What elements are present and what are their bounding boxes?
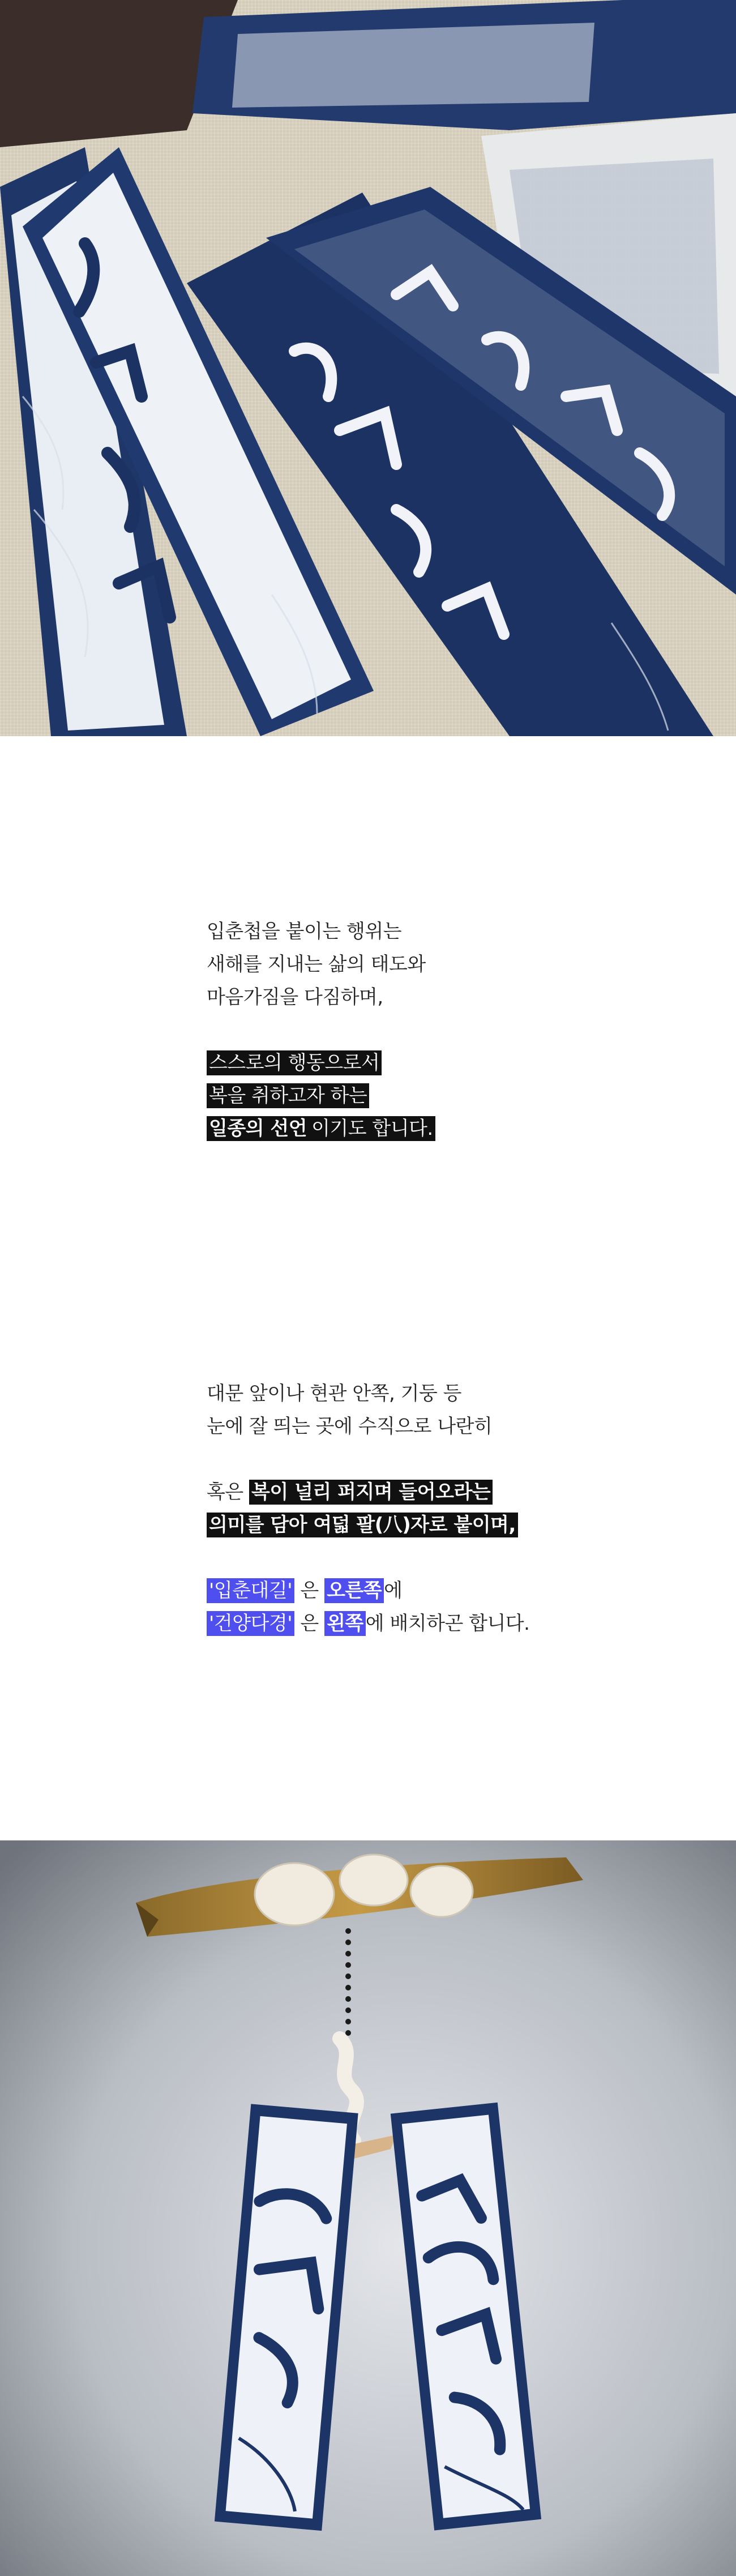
plain-text xyxy=(294,1579,300,1602)
highlight-text: '건양다경' xyxy=(207,1611,294,1636)
spacer xyxy=(207,1014,603,1046)
highlight-text: 왼쪽 xyxy=(324,1611,366,1636)
text-line xyxy=(207,1079,603,1112)
highlight-text: '입춘대길' xyxy=(207,1578,294,1603)
highlight-text: 오른쪽 xyxy=(324,1578,384,1603)
photo-top xyxy=(0,0,736,736)
text-line: 입춘첩을 붙이는 행위는 xyxy=(207,920,402,943)
text-line: 눈에 잘 띄는 곳에 수직으로 나란히 xyxy=(207,1415,493,1438)
highlight-text: 스스로의 행동으로서 xyxy=(207,1050,382,1075)
text-line xyxy=(207,1574,603,1607)
text-line xyxy=(207,1509,603,1541)
text-line xyxy=(207,1476,603,1509)
plain-text: 에 배치하곤 합니다. xyxy=(365,1612,530,1635)
plain-text xyxy=(319,1612,324,1635)
plain-text: 은 xyxy=(300,1579,319,1602)
plain-text xyxy=(319,1579,324,1602)
text-line: 대문 앞이나 현관 안쪽, 기둥 등 xyxy=(207,1382,461,1405)
spacer xyxy=(207,1443,603,1476)
text-line: 새해를 지내는 삶의 태도와 xyxy=(207,953,426,976)
highlight-text: 복이 널리 퍼지며 들어오라는 xyxy=(249,1480,493,1505)
text-line xyxy=(207,1046,603,1079)
text-line: 마음가짐을 다짐하며, xyxy=(207,986,383,1009)
spacer xyxy=(207,1541,603,1574)
placement-text-block xyxy=(207,1377,603,1640)
photo-bottom xyxy=(0,1840,736,2576)
photo-top-image xyxy=(0,0,736,736)
text-line xyxy=(207,1607,603,1640)
highlight-text: 복을 취하고자 하는 xyxy=(207,1083,369,1108)
photo-bottom-image xyxy=(0,1840,736,2576)
text-line xyxy=(207,1112,603,1145)
plain-text: 에 xyxy=(384,1579,403,1602)
plain-text: 혹은 xyxy=(207,1481,249,1503)
plain-text xyxy=(294,1612,300,1635)
plain-text: 은 xyxy=(300,1612,319,1635)
highlight-text: 이기도 합니다. xyxy=(309,1116,435,1141)
highlight-text: 의미를 담아 여덟 팔(八)자로 붙이며, xyxy=(207,1513,518,1537)
intro-text-block xyxy=(207,915,603,1145)
highlight-text: 일종의 선언 xyxy=(207,1116,309,1141)
